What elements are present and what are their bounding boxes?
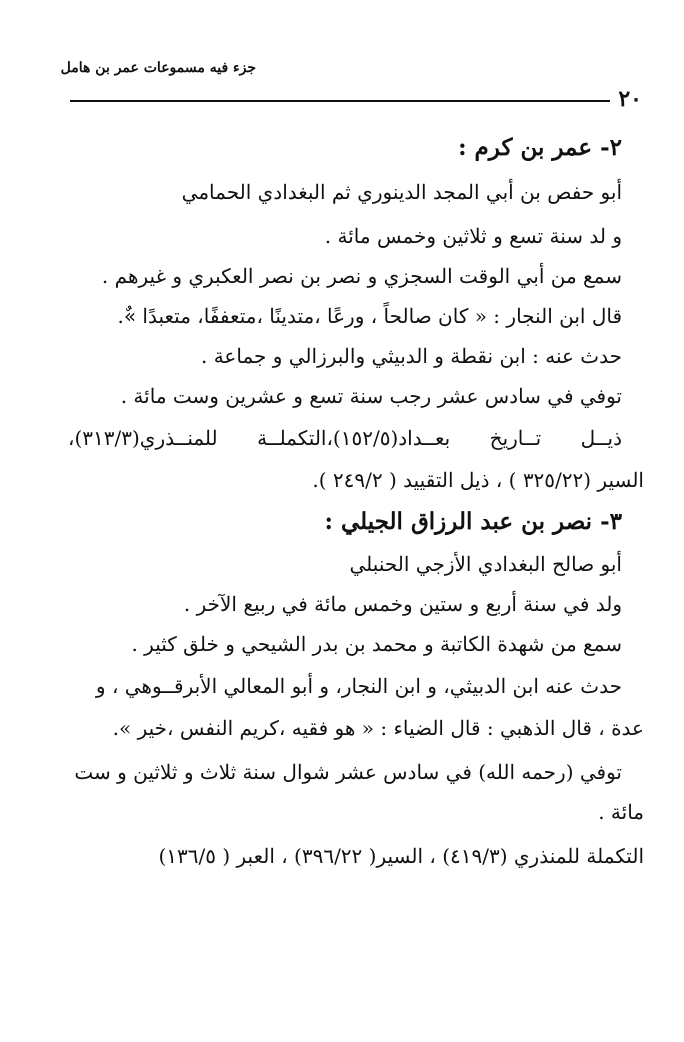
entry-line: حدث عنه ابن الدبيثي، و ابن النجار، و أبو المعالي الأبرقــوهي ، و — [95, 674, 622, 698]
entry-line: توفي (رحمه الله) في سادس عشر شوال سنة ثلاث و ثلاثين و ست — [74, 760, 622, 784]
entry-line: و لد سنة تسع و ثلاثين وخمس مائة . — [324, 224, 622, 248]
entry-line: أبو حفص بن أبي المجد الدينوري ثم البغدادي الحمامي — [181, 180, 622, 204]
page-number: ٢٠ — [618, 86, 642, 112]
entry-line: سمع من أبي الوقت السجزي و نصر بن نصر العكبري و غيرهم . — [101, 264, 622, 288]
entry-line: السير (٣٢٥/٢٢ ) ، ذيل التقييد ( ٢٤٩/٢ ). — [312, 468, 644, 492]
entry-line: توفي في سادس عشر رجب سنة تسع و عشرين وست مائة . — [120, 384, 622, 408]
entry-line: قال ابن النجار : « كان صالحاً ، ورعًا ،متدينًا ،متعففًا، متعبدًا »ٌ. — [117, 304, 622, 328]
entry-line: حدث عنه : ابن نقطة و الدبيثي والبرزالي و جماعة . — [200, 344, 622, 368]
entry-line: أبو صالح البغدادي الأزجي الحنبلي — [349, 552, 622, 576]
entry-line: مائة . — [598, 800, 644, 824]
entry-line: ولد في سنة أربع و ستين وخمس مائة في ربيع الآخر . — [183, 592, 622, 616]
entry-heading: ٣- نصر بن عبد الرزاق الجيلي : — [324, 508, 622, 535]
header-rule — [70, 100, 610, 102]
entry-line: عدة ، قال الذهبي : قال الضياء : « هو فقيه ،كريم النفس ،خير ». — [112, 716, 644, 740]
entry-line: سمع من شهدة الكاتبة و محمد بن بدر الشيحي و خلق كثير . — [131, 632, 622, 656]
running-title: جزء فيه مسموعات عمر بن هامل — [60, 60, 256, 76]
entry-line: ذيــل تــاريخ بعــداد(١٥٢/٥)،التكملــة للمنــذري(٣١٣/٣)، — [68, 426, 622, 450]
entry-line: التكملة للمنذري (٤١٩/٣) ، السير( ٣٩٦/٢٢) ، العبر ( ١٣٦/٥) — [158, 844, 644, 868]
entry-heading: ٢- عمر بن كرم : — [458, 134, 622, 161]
